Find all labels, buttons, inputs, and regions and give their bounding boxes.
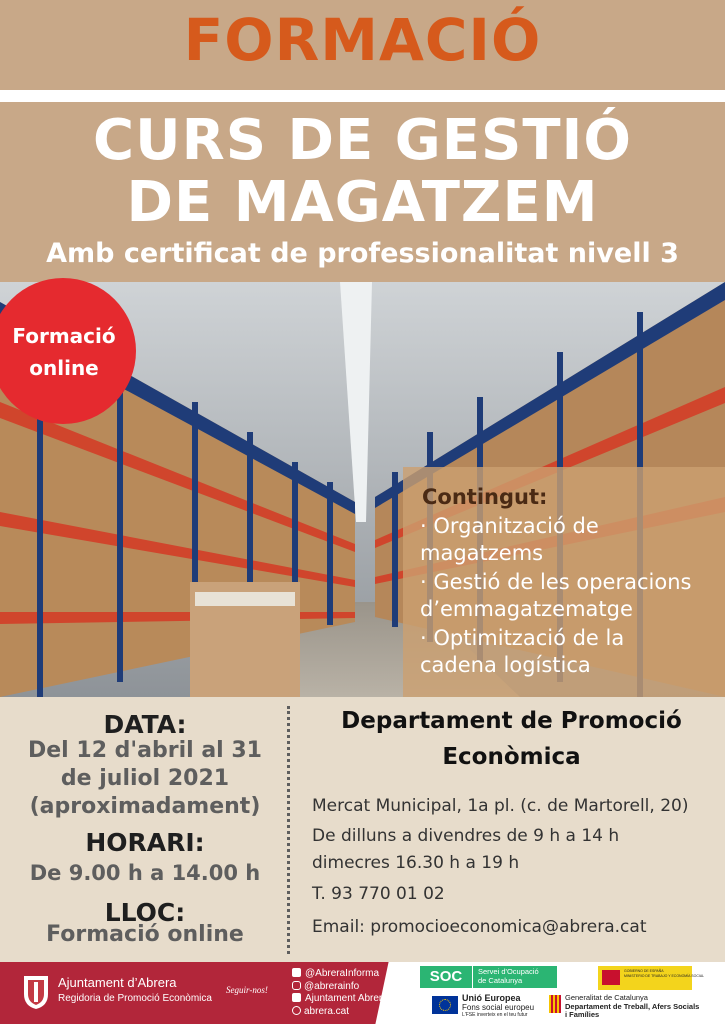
online-badge-line1: Formació	[12, 324, 116, 348]
department-address: Mercat Municipal, 1a pl. (c. de Martorell, 20)	[312, 796, 689, 816]
org-name: Ajuntament d’Abrera	[58, 975, 177, 990]
department-name-line2: Econòmica	[442, 744, 581, 770]
instagram-icon	[292, 981, 301, 990]
social-link-text: @AbreraInforma	[305, 968, 380, 979]
spain-coat-of-arms-icon	[602, 970, 620, 985]
generalitat-text-line: Generalitat de Catalunya	[565, 993, 648, 1002]
generalitat-text	[565, 994, 699, 1020]
ministry-text-line: MINISTERIO DE TRABAJO Y ECONOMÍA SOCIAL	[624, 974, 705, 978]
contents-line: · Gestió de les operacions	[420, 570, 692, 594]
date-label: DATA:	[103, 710, 187, 739]
social-link[interactable]	[292, 968, 388, 981]
contents-line: · Organització de	[420, 514, 599, 538]
social-links	[292, 968, 388, 1018]
twitter-icon	[292, 968, 301, 977]
social-link-text: @abrerainfo	[304, 980, 360, 992]
generalitat-text-line: Departament de Treball, Afers Socials	[565, 1001, 700, 1011]
eu-flag-icon	[432, 996, 458, 1014]
social-link-text: abrera.cat	[304, 1005, 350, 1017]
course-subtitle: Amb certificat de professionalitat nivell 3	[46, 238, 679, 269]
soc-text	[478, 967, 539, 985]
online-badge-line2: online	[29, 356, 99, 380]
contents-line: · Optimització de la	[420, 626, 625, 650]
ministry-text-line: GOBIERNO DE ESPAÑA	[624, 969, 664, 973]
course-title-line2: DE MAGATZEM	[126, 170, 599, 235]
contents-heading: Contingut:	[422, 485, 548, 509]
follow-us-text: Seguir-nos!	[226, 985, 268, 995]
contents-line: cadena logística	[420, 653, 591, 677]
contents-line: magatzems	[420, 541, 544, 565]
header-divider	[0, 90, 725, 102]
eu-stars-icon	[439, 999, 451, 1011]
social-link-text: Ajuntament Abrera	[305, 993, 388, 1004]
date-line: (aproximadament)	[29, 794, 261, 819]
social-link[interactable]	[292, 1006, 388, 1019]
hours-label: HORARI:	[85, 828, 205, 857]
department-hours-line1: De dilluns a divendres de 9 h a 14 h	[312, 826, 620, 846]
place-value: Formació online	[46, 922, 244, 947]
course-title-line1: CURS DE GESTIÓ	[93, 108, 632, 173]
place-label: LLOC:	[104, 898, 186, 927]
hours-value: De 9.00 h a 14.00 h	[29, 861, 261, 885]
social-link[interactable]	[292, 993, 388, 1006]
eu-text-line: Unió Europea	[462, 993, 521, 1003]
eu-text-line: L'FSE inverteix en el teu futur	[462, 1012, 528, 1018]
globe-icon	[292, 1006, 301, 1015]
eu-text-line: Fons social europeu	[462, 1003, 535, 1012]
ministry-text	[624, 969, 704, 979]
date-line: de juliol 2021	[60, 766, 230, 791]
org-subtitle: Regidoria de Promoció Econòmica	[58, 993, 212, 1004]
category-title: FORMACIÓ	[183, 6, 542, 74]
dotted-divider	[287, 706, 290, 954]
generalitat-text-line: i Famílies	[565, 1010, 600, 1019]
soc-text-line: Servei d'Ocupació	[478, 967, 539, 976]
social-link[interactable]	[292, 981, 388, 994]
contents-line: d’emmagatzematge	[420, 597, 633, 621]
abrera-shield-icon	[22, 974, 50, 1010]
soc-text-line: de Catalunya	[478, 976, 523, 985]
department-email[interactable]: Email: promocioeconomica@abrera.cat	[312, 917, 647, 937]
generalitat-flag-icon	[549, 995, 561, 1013]
department-hours-line2: dimecres 16.30 h a 19 h	[312, 853, 520, 873]
department-name-line1: Departament de Promoció	[341, 708, 682, 734]
eu-text	[462, 993, 534, 1019]
online-badge-text	[0, 320, 134, 384]
department-phone: T. 93 770 01 02	[312, 884, 445, 904]
youtube-icon	[292, 993, 301, 1002]
soc-logo: SOC	[420, 966, 472, 988]
date-line: Del 12 d'abril al 31	[28, 738, 262, 763]
